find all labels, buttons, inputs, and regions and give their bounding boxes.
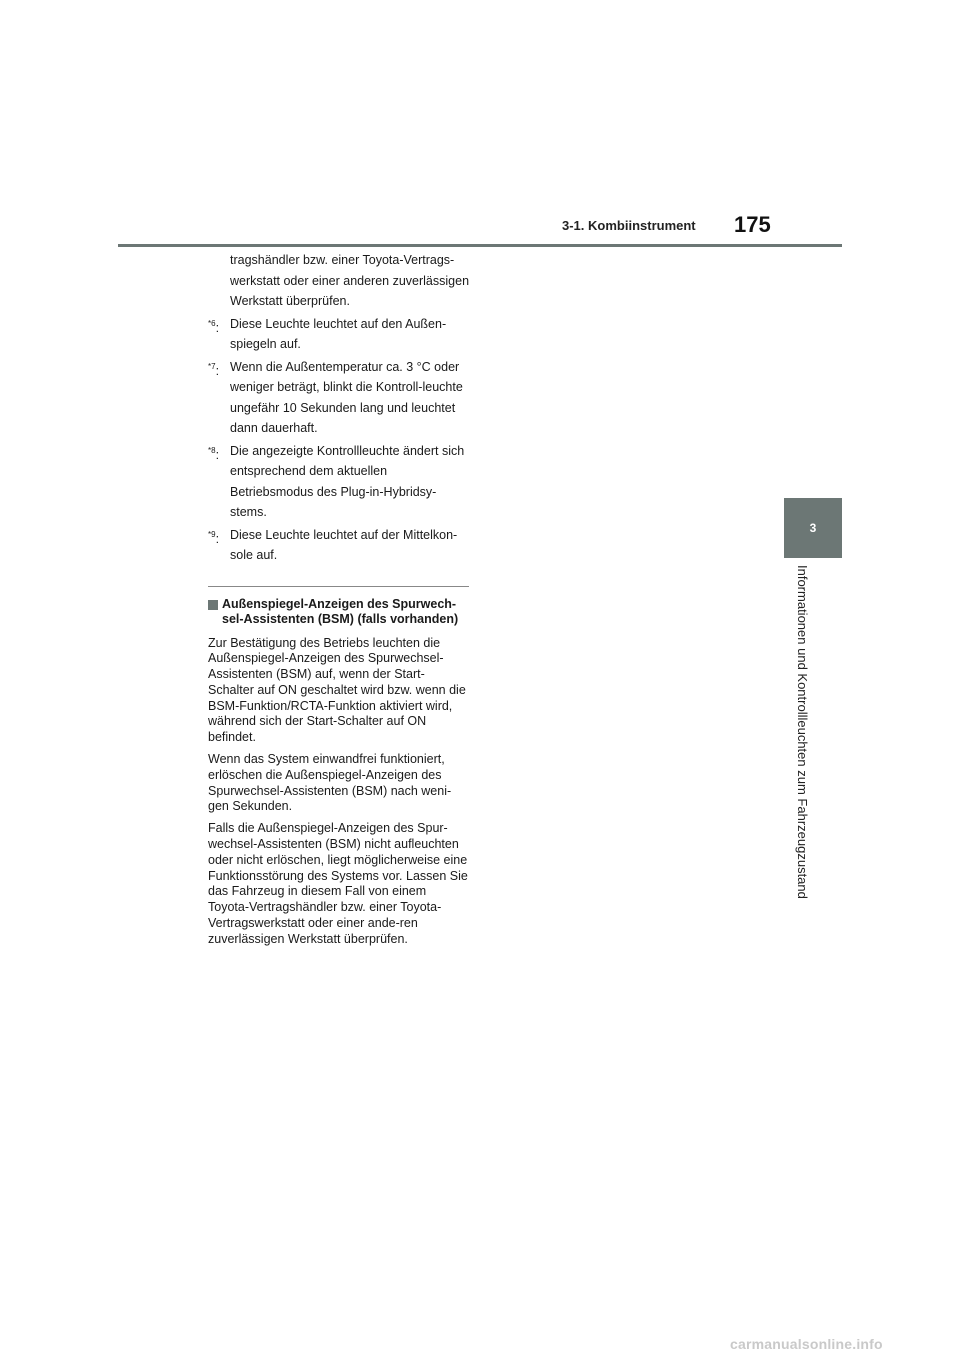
footnote-text: Diese Leuchte leuchtet auf der Mittelkon-sole auf. bbox=[230, 527, 458, 562]
footnote-marker: $^{*6}$: bbox=[208, 318, 220, 335]
section-paragraph: Wenn das System einwandfrei funktioniert, erlöschen die Außenspiegel-Anzeigen des Spurwechsel-Assistenten (BSM) nach weni-gen Sekunden. bbox=[208, 752, 452, 814]
chapter-title-vertical: Informationen und Kontrollleuchten zum Fahrzeugzustand bbox=[795, 565, 810, 899]
footnote-item bbox=[208, 525, 470, 566]
watermark: carmanualsonline.info bbox=[730, 1336, 883, 1352]
square-bullet-icon bbox=[208, 600, 218, 610]
footnote-text: Diese Leuchte leuchtet auf den Außen-spiegeln auf. bbox=[230, 316, 447, 351]
footnote-marker: $^{*8}$: bbox=[208, 445, 220, 462]
header-section-title: 3-1. Kombiinstrument bbox=[562, 218, 696, 233]
chapter-tab bbox=[784, 498, 842, 558]
footnote-item bbox=[208, 441, 470, 523]
footnote-marker: $^{*9}$: bbox=[208, 529, 220, 546]
page-number: 175 bbox=[734, 212, 771, 237]
main-content-column bbox=[208, 250, 470, 948]
section-heading-text: Außenspiegel-Anzeigen des Spurwech-sel-Assistenten (BSM) (falls vorhanden) bbox=[222, 596, 459, 626]
footnote-text: Die angezeigte Kontrollleuchte ändert sich entsprechend dem aktuellen Betriebsmodus des Plug-in-Hybridsy-stems. bbox=[230, 443, 465, 519]
section-paragraph: Falls die Außenspiegel-Anzeigen des Spur-wechsel-Assistenten (BSM) nicht aufleuchten oder nicht erlöschen, liegt möglicherweise eine Funktionsstörung des Systems vor. Lassen Sie das Fahrzeug in diesem Fall von einem Toyota-Vertragshändler bzw. einer Toyota-Vertragswerkstatt oder einer ande-ren zuverlässigen Werkstatt überprüfen. bbox=[208, 821, 468, 946]
section-heading bbox=[208, 597, 470, 628]
header-divider bbox=[118, 244, 842, 247]
section-divider bbox=[208, 586, 469, 587]
footnote-continuation: tragshändler bzw. einer Toyota-Vertrags-werkstatt oder einer anderen zuverlässigen Werkstatt überprüfen. bbox=[230, 253, 470, 308]
footnote-text: Wenn die Außentemperatur ca. 3 °C oder weniger beträgt, blinkt die Kontroll-leuchte ungefähr 10 Sekunden lang und leuchtet dann dauerhaft. bbox=[230, 359, 463, 435]
footnote-item bbox=[208, 357, 470, 439]
chapter-number: 3 bbox=[809, 521, 817, 535]
section-paragraph: Zur Bestätigung des Betriebs leuchten die Außenspiegel-Anzeigen des Spurwechsel-Assistenten (BSM) auf, wenn der Start-Schalter auf ON geschaltet wird bzw. wenn die BSM-Funktion/RCTA-Funktion aktiviert wird, während sich der Start-Schalter auf ON befindet. bbox=[208, 635, 466, 745]
footnote-item bbox=[208, 314, 470, 355]
footnote-marker: $^{*7}$: bbox=[208, 361, 220, 378]
